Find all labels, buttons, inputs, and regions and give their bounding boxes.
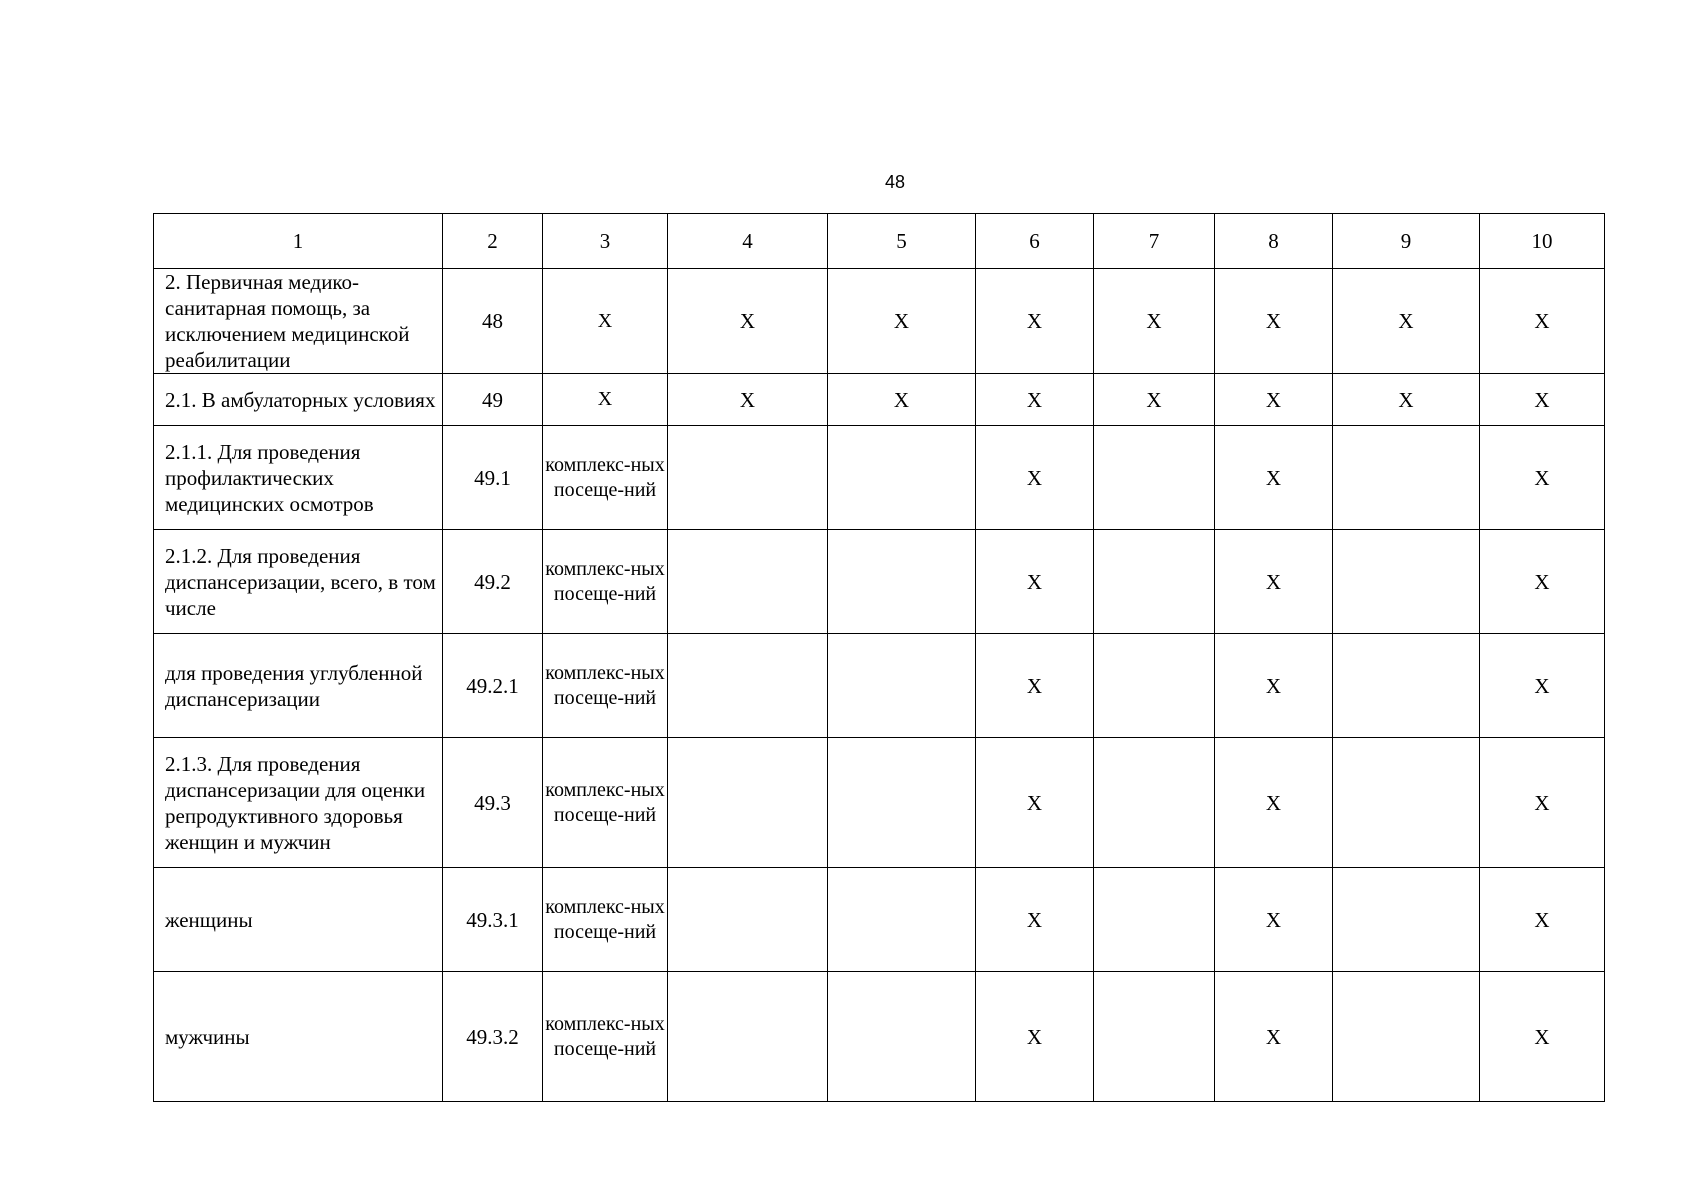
row-col7-cell: Х [1094,374,1215,426]
row-code-cell: 49.3.2 [443,972,543,1102]
row-col8-cell: Х [1215,374,1333,426]
row-col10-cell: Х [1480,972,1605,1102]
row-col10-cell: Х [1480,374,1605,426]
row-col8-cell: Х [1215,426,1333,530]
column-header-4: 4 [668,214,828,269]
column-header-8: 8 [1215,214,1333,269]
row-code-cell: 49.3 [443,738,543,868]
row-col6-cell: Х [976,530,1094,634]
table-row [154,868,1605,972]
table-row [154,972,1605,1102]
row-col6-cell: Х [976,426,1094,530]
row-col10-cell: Х [1480,634,1605,738]
row-code-cell: 49.2 [443,530,543,634]
row-name-cell: 2.1. В амбулаторных условиях [154,374,443,426]
row-col6-cell: Х [976,269,1094,374]
row-unit-cell: Х [543,269,668,374]
table-row [154,269,1605,374]
row-name-cell: 2. Первичная медико-санитарная помощь, за исключением медицинской реабилитации [154,269,443,374]
column-header-9: 9 [1333,214,1480,269]
row-unit-cell: Х [543,374,668,426]
row-unit-cell: комплекс-ных посеще-ний [543,634,668,738]
row-col8-cell: Х [1215,972,1333,1102]
row-col7-cell [1094,972,1215,1102]
row-col5-cell [828,868,976,972]
row-col9-cell [1333,634,1480,738]
row-col8-cell: Х [1215,738,1333,868]
row-col6-cell: Х [976,738,1094,868]
row-col9-cell [1333,426,1480,530]
row-col9-cell [1333,972,1480,1102]
row-col6-cell: Х [976,972,1094,1102]
row-col4-cell [668,530,828,634]
column-header-3: 3 [543,214,668,269]
row-col4-cell: Х [668,374,828,426]
column-header-7: 7 [1094,214,1215,269]
row-col4-cell [668,738,828,868]
row-unit-cell: комплекс-ных посеще-ний [543,972,668,1102]
table-row [154,426,1605,530]
row-col4-cell [668,426,828,530]
row-col8-cell: Х [1215,634,1333,738]
table-row [154,374,1605,426]
row-col10-cell: Х [1480,269,1605,374]
page-number: 48 [884,172,906,192]
row-col10-cell: Х [1480,868,1605,972]
table-row [154,634,1605,738]
row-col10-cell: Х [1480,530,1605,634]
row-col7-cell [1094,634,1215,738]
row-col7-cell [1094,426,1215,530]
row-col10-cell: Х [1480,738,1605,868]
row-col8-cell: Х [1215,868,1333,972]
header-row [154,214,1605,269]
row-name-cell: женщины [154,868,443,972]
row-code-cell: 49.2.1 [443,634,543,738]
row-name-cell: мужчины [154,972,443,1102]
row-col9-cell: Х [1333,269,1480,374]
row-col9-cell [1333,868,1480,972]
row-col7-cell [1094,738,1215,868]
row-col4-cell [668,972,828,1102]
row-name-cell: 2.1.1. Для проведения профилактических медицинских осмотров [154,426,443,530]
row-code-cell: 49.1 [443,426,543,530]
row-col5-cell [828,634,976,738]
row-col5-cell: Х [828,374,976,426]
row-col4-cell [668,868,828,972]
row-col5-cell [828,972,976,1102]
row-col8-cell: Х [1215,269,1333,374]
row-code-cell: 48 [443,269,543,374]
row-col6-cell: Х [976,374,1094,426]
row-col7-cell [1094,530,1215,634]
row-col7-cell: Х [1094,269,1215,374]
row-name-cell: 2.1.3. Для проведения диспансеризации для оценки репродуктивного здоровья женщин и мужчин [154,738,443,868]
column-header-10: 10 [1480,214,1605,269]
row-code-cell: 49 [443,374,543,426]
column-header-2: 2 [443,214,543,269]
row-unit-cell: комплекс-ных посеще-ний [543,868,668,972]
row-col10-cell: Х [1480,426,1605,530]
row-col4-cell [668,634,828,738]
row-col5-cell: Х [828,269,976,374]
row-col9-cell [1333,530,1480,634]
row-col9-cell: Х [1333,374,1480,426]
column-header-6: 6 [976,214,1094,269]
row-col4-cell: Х [668,269,828,374]
row-name-cell: для проведения углубленной диспансеризации [154,634,443,738]
row-code-cell: 49.3.1 [443,868,543,972]
row-col7-cell [1094,868,1215,972]
table-row [154,738,1605,868]
row-unit-cell: комплекс-ных посеще-ний [543,426,668,530]
row-col5-cell [828,738,976,868]
row-col9-cell [1333,738,1480,868]
row-col5-cell [828,426,976,530]
row-unit-cell: комплекс-ных посеще-ний [543,738,668,868]
row-col6-cell: Х [976,634,1094,738]
row-col5-cell [828,530,976,634]
data-table [153,213,1605,1102]
row-unit-cell: комплекс-ных посеще-ний [543,530,668,634]
row-name-cell: 2.1.2. Для проведения диспансеризации, всего, в том числе [154,530,443,634]
column-header-1: 1 [154,214,443,269]
table-row [154,530,1605,634]
row-col8-cell: Х [1215,530,1333,634]
column-header-5: 5 [828,214,976,269]
row-col6-cell: Х [976,868,1094,972]
